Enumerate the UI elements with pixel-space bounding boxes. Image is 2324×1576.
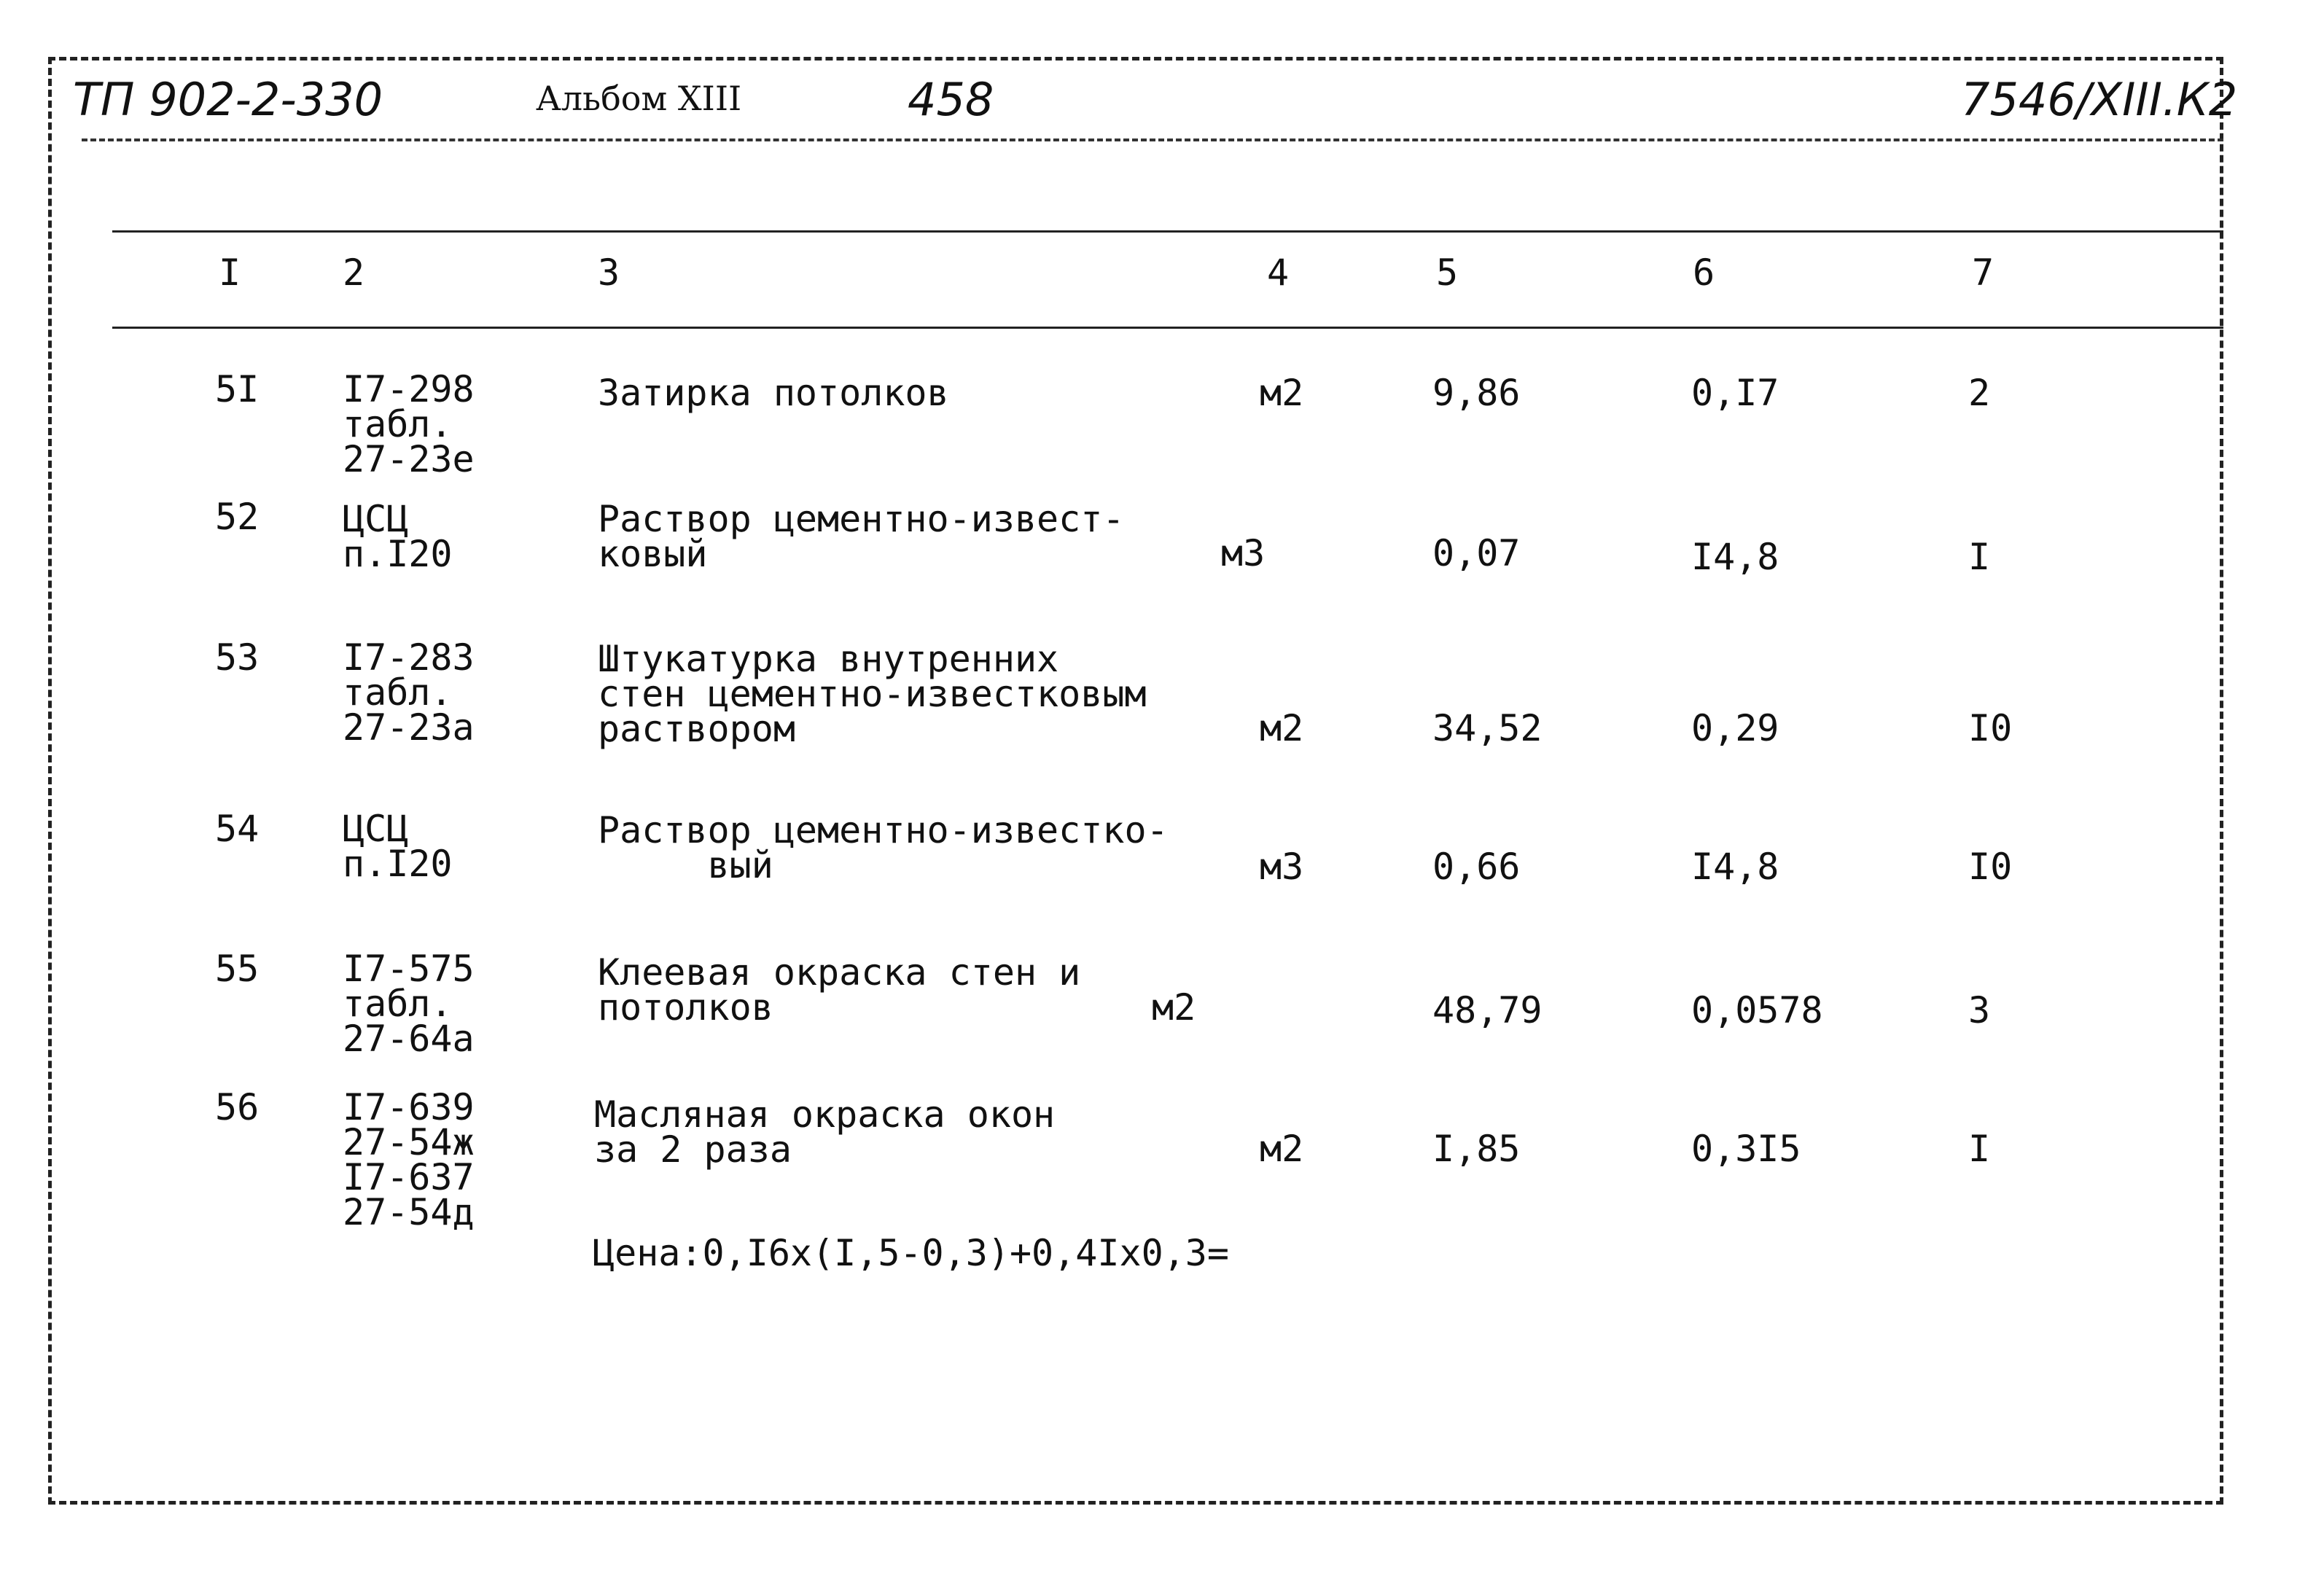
work-description: Клеевая окраска стен и потолков bbox=[598, 951, 1081, 1029]
total-cost: I0 bbox=[1968, 707, 2013, 749]
unit-price: I4,8 bbox=[1691, 846, 1779, 888]
work-description: Штукатурка внутренних стен цементно-известковым раствором bbox=[598, 638, 1147, 750]
quantity: 9,86 bbox=[1432, 372, 1521, 414]
total-cost: 3 bbox=[1968, 989, 1991, 1031]
unit: м2 bbox=[1260, 707, 1304, 749]
column-header-1: I bbox=[219, 251, 241, 294]
column-header-6: 6 bbox=[1693, 251, 1715, 294]
norm-code: I7-575 табл. 27-64а bbox=[343, 948, 475, 1060]
total-cost: I bbox=[1968, 1128, 1991, 1170]
row-number: 52 bbox=[215, 496, 260, 538]
norm-code: ЦСЦ п.I20 bbox=[343, 498, 453, 575]
work-description: Раствор цементно-известко- вый bbox=[598, 809, 1169, 886]
quantity: 0,66 bbox=[1432, 846, 1521, 888]
unit: м3 bbox=[1221, 532, 1266, 574]
total-cost: I bbox=[1968, 536, 1991, 578]
work-description: Масляная окраска окон за 2 раза bbox=[594, 1093, 1056, 1171]
row-number: 56 bbox=[215, 1086, 260, 1128]
norm-code: I7-298 табл. 27-23е bbox=[343, 368, 475, 480]
total-cost: I0 bbox=[1968, 846, 2013, 888]
quantity: 48,79 bbox=[1432, 989, 1543, 1031]
page-border bbox=[48, 57, 2223, 1505]
sheet-code: 7546/XIII.К2 bbox=[1961, 73, 2238, 126]
table-top-rule bbox=[112, 230, 2223, 233]
quantity: 34,52 bbox=[1432, 707, 1543, 749]
column-header-5: 5 bbox=[1436, 251, 1459, 294]
row-number: 53 bbox=[215, 636, 260, 679]
table-header-rule bbox=[112, 327, 2223, 329]
unit: м2 bbox=[1260, 372, 1304, 414]
row-number: 55 bbox=[215, 948, 260, 990]
unit-price: 0,3I5 bbox=[1691, 1128, 1801, 1170]
price-formula: Цена:0,I6x(I,5-0,3)+0,4Ix0,3= bbox=[593, 1232, 1229, 1274]
unit: м2 bbox=[1260, 1128, 1304, 1170]
work-description: Раствор цементно-извест- ковый bbox=[598, 498, 1125, 575]
unit-price: I4,8 bbox=[1691, 536, 1779, 578]
page-number: 458 bbox=[908, 73, 994, 126]
row-number: 5I bbox=[215, 368, 260, 410]
work-description: Затирка потолков bbox=[598, 372, 949, 414]
norm-code: ЦСЦ п.I20 bbox=[343, 808, 453, 885]
column-header-3: 3 bbox=[598, 251, 620, 294]
norm-code: I7-283 табл. 27-23а bbox=[343, 636, 475, 749]
project-code: ТП 902-2-330 bbox=[73, 73, 383, 126]
album-label: Альбом XIII bbox=[536, 79, 742, 118]
unit-price: 0,I7 bbox=[1691, 372, 1779, 414]
unit-price: 0,0578 bbox=[1691, 989, 1823, 1031]
unit: м3 bbox=[1260, 846, 1304, 888]
stamp-divider bbox=[82, 139, 2223, 141]
total-cost: 2 bbox=[1968, 372, 1991, 414]
column-header-4: 4 bbox=[1267, 251, 1290, 294]
row-number: 54 bbox=[215, 808, 260, 850]
column-header-2: 2 bbox=[343, 251, 365, 294]
unit: м2 bbox=[1152, 986, 1196, 1029]
quantity: 0,07 bbox=[1432, 532, 1521, 574]
quantity: I,85 bbox=[1432, 1128, 1521, 1170]
unit-price: 0,29 bbox=[1691, 707, 1779, 749]
column-header-7: 7 bbox=[1972, 251, 1994, 294]
norm-code: I7-639 27-54ж I7-637 27-54д bbox=[343, 1086, 475, 1233]
